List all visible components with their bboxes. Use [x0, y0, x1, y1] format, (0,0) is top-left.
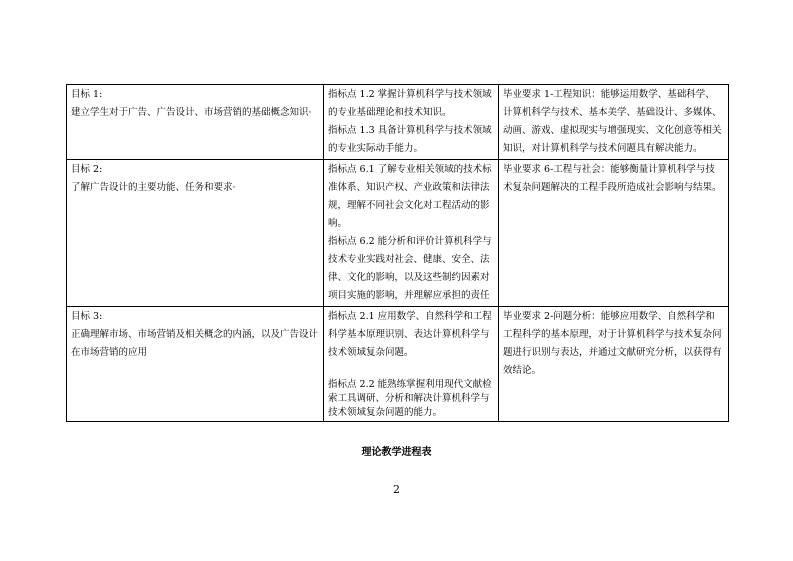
objectives-table: [66, 84, 729, 422]
goal-label: 目标 2:: [71, 164, 103, 175]
requirement-cell: [499, 160, 729, 307]
indicator-text: 指标点 1.2 掌握计算机科学与技术领域的专业基础理论和技术知识。: [328, 89, 492, 118]
requirement-text: 毕业要求 6-工程与社会：能够衡量计算机科学与技术复杂问题解决的工程手段所造成社会影响与结果。: [503, 164, 722, 193]
page-number: 2: [393, 483, 400, 496]
requirement-text: 毕业要求 2-问题分析：能够应用数学、自然科学和工程科学的基本原理，对于计算机科学与技术复杂问题进行识别与表达，并通过文献研究分析，以获得有效结论。: [503, 311, 722, 376]
goal-label: 目标 1:: [71, 89, 103, 100]
indicator-text: 指标点 6.1 了解专业相关领域的技术标准体系、知识产权、产业政策和法律法规，理解不同社会文化对工程活动的影响。: [328, 164, 492, 229]
goal-label: 目标 3:: [71, 311, 103, 322]
table-row: [67, 307, 729, 422]
indicator-text: 指标点 2.1 应用数学、自然科学和工程科学基本原理识别、表达计算机科学与技术领域复杂问题。: [328, 311, 492, 358]
requirement-text: 毕业要求 1-工程知识：能够运用数学、基础科学、计算机科学与技术、基本美学、基础设计、多媒体、动画、游戏、虚拟现实与增强现实、文化创意等相关知识，对计算机科学与技术问题具有解决能力。: [503, 89, 722, 154]
goal-cell: [67, 307, 324, 422]
table-row: [67, 85, 729, 160]
table-row: [67, 160, 729, 307]
indicator-spacer: [328, 362, 494, 378]
goal-text: 正确理解市场、市场营销及相关概念的内涵，以及广告设计在市场营销的应用: [71, 329, 319, 358]
goal-text: 建立学生对于广告、广告设计、市场营销的基础概念知识·: [71, 107, 312, 118]
indicator-cell: [324, 85, 499, 160]
requirement-cell: [499, 85, 729, 160]
goal-cell: [67, 85, 324, 160]
indicator-cell: [324, 307, 499, 422]
indicator-cell: [324, 160, 499, 307]
indicator-text: 指标点 2.2 能熟练掌握利用现代文献检索工具调研、分析和解决计算机科学与技术领域复杂问题的能力。: [328, 379, 492, 418]
goal-cell: [67, 160, 324, 307]
indicator-text: 指标点 6.2 能分析和评价计算机科学与技术专业实践对社会、健康、安全、法律、文化的影响，以及这些制约因素对项目实施的影响，并理解应承担的责任: [328, 236, 492, 301]
goal-text: 了解广告设计的主要功能、任务和要求·: [71, 182, 236, 193]
requirement-cell: [499, 307, 729, 422]
indicator-text: 指标点 1.3 具备计算机科学与技术领域的专业实际动手能力。: [328, 125, 492, 154]
section-title: 理论教学进程表: [361, 447, 432, 458]
